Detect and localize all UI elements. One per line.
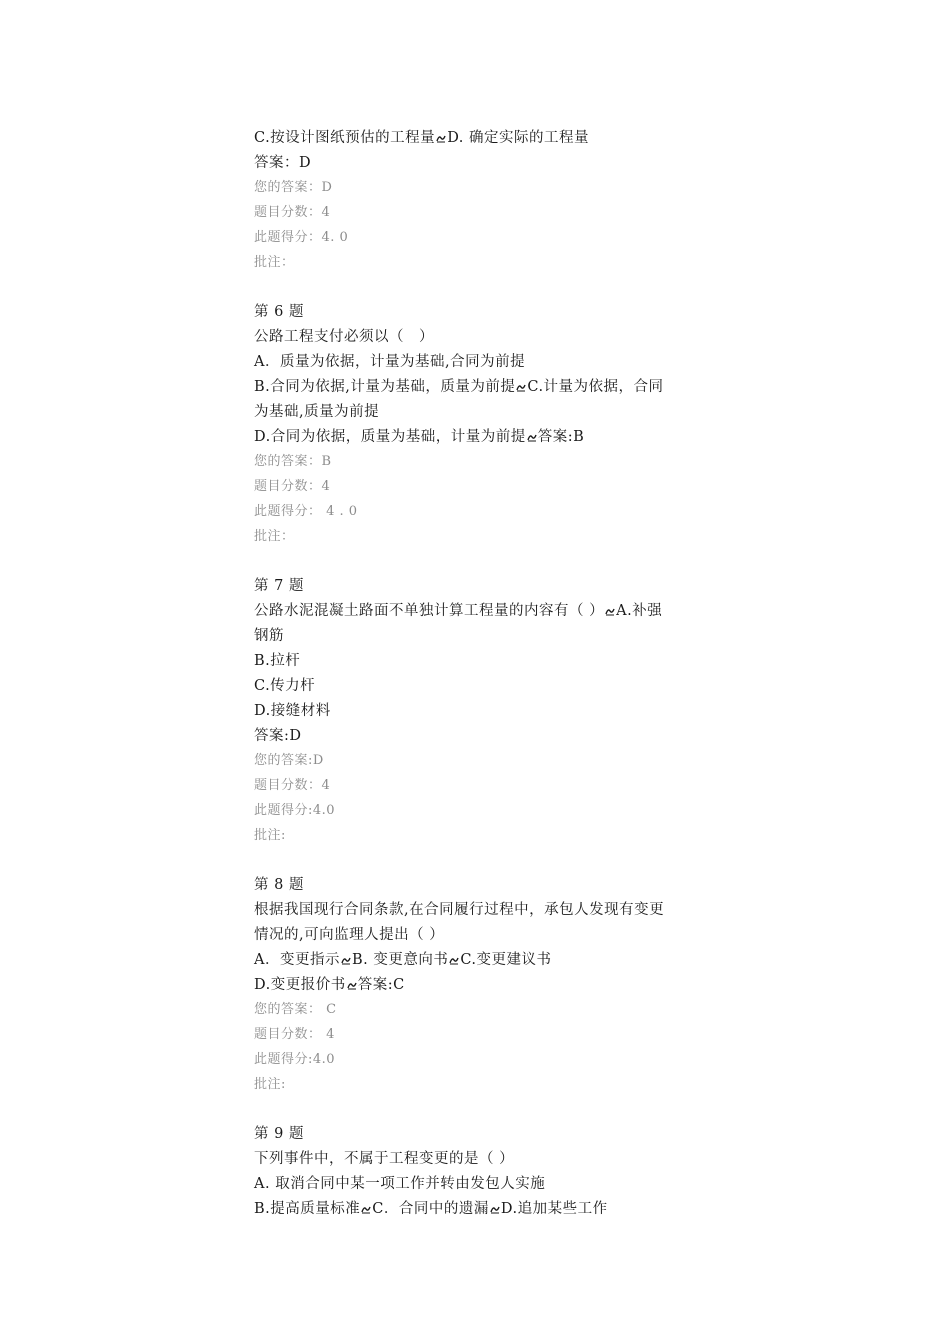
option-c: C.计量为依据，合同 <box>527 379 664 395</box>
q9-options-line <box>254 1199 608 1219</box>
option-c: C.传力杆 <box>254 678 316 694</box>
separator-glyph-icon <box>341 955 351 965</box>
question-points: 题目分数：4 <box>254 205 331 220</box>
comment: 批注： <box>254 255 295 270</box>
option-d: D.合同为依据，质量为基础，计量为前提 <box>254 429 526 445</box>
option-b: B.提高质量标准 <box>254 1201 361 1217</box>
option-b: B. 变更意向书 <box>351 952 449 968</box>
q6-option-d-line <box>254 427 584 447</box>
question-stem: 下列事件中，不属于工程变更的是（ ） <box>254 1151 515 1167</box>
option-a-continued: 钢筋 <box>254 628 284 644</box>
question-points: 题目分数：4 <box>254 778 331 793</box>
separator-glyph-icon <box>347 980 357 990</box>
separator-glyph-icon <box>361 1204 371 1214</box>
score: 此题得分：4. 0 <box>254 230 349 245</box>
separator-glyph-icon <box>527 432 537 442</box>
question-stem: 公路工程支付必须以（ ） <box>254 329 434 345</box>
separator-glyph-icon <box>490 1204 500 1214</box>
your-answer: 您的答案：D <box>254 180 333 195</box>
question-points: 题目分数：4 <box>254 479 331 494</box>
option-c: C.变更建议书 <box>460 952 552 968</box>
q6-options-line <box>254 377 664 397</box>
answer: 答案:C <box>357 977 405 993</box>
separator-glyph-icon <box>436 133 446 143</box>
option-c: C．合同中的遗漏 <box>372 1201 489 1217</box>
your-answer: 您的答案： C <box>254 1002 337 1017</box>
option-a: A. 取消合同中某一项工作并转由发包人实施 <box>254 1176 546 1192</box>
question-title: 第 9 题 <box>254 1126 304 1142</box>
score: 此题得分:4.0 <box>254 803 336 818</box>
option-a: A.补强 <box>616 603 663 619</box>
comment: 批注: <box>254 1077 286 1092</box>
answer: 答案：D <box>254 155 312 171</box>
separator-glyph-icon <box>605 606 615 616</box>
comment: 批注： <box>254 529 295 544</box>
score: 此题得分:4.0 <box>254 1052 336 1067</box>
question-title: 第 8 题 <box>254 877 304 893</box>
option-b: B.合同为依据,计量为基础，质量为前提 <box>254 379 516 395</box>
option-d: D.接缝材料 <box>254 703 331 719</box>
option-a: A．变更指示 <box>254 952 340 968</box>
option-b: B.拉杆 <box>254 653 301 669</box>
option-c-continued: 为基础,质量为前提 <box>254 404 380 420</box>
your-answer: 您的答案:D <box>254 753 324 768</box>
comment: 批注: <box>254 828 286 843</box>
q8-option-d-line <box>254 975 405 995</box>
question-points: 题目分数： 4 <box>254 1027 335 1042</box>
option-d: D.追加某些工作 <box>500 1201 608 1217</box>
separator-glyph-icon <box>449 955 459 965</box>
option-d: D. 确定实际的工程量 <box>447 130 590 146</box>
option-c: C.按设计图纸预估的工程量 <box>254 130 436 146</box>
option-a: A．质量为依据，计量为基础,合同为前提 <box>254 354 526 370</box>
question-title: 第 7 题 <box>254 578 304 594</box>
question-stem: 公路水泥混凝土路面不单独计算工程量的内容有（ ） <box>254 603 605 619</box>
score: 此题得分： 4 . 0 <box>254 504 358 519</box>
q5-options-line <box>254 128 589 148</box>
option-d: D.变更报价书 <box>254 977 346 993</box>
question-stem-continued: 情况的,可向监理人提出（ ） <box>254 927 445 943</box>
answer: 答案:D <box>254 728 302 744</box>
q7-stem-line <box>254 601 662 621</box>
question-stem: 根据我国现行合同条款,在合同履行过程中，承包人发现有变更 <box>254 902 665 918</box>
question-title: 第 6 题 <box>254 304 304 320</box>
answer: 答案:B <box>537 429 585 445</box>
your-answer: 您的答案：B <box>254 454 332 469</box>
q8-options-line <box>254 950 552 970</box>
separator-glyph-icon <box>516 382 526 392</box>
